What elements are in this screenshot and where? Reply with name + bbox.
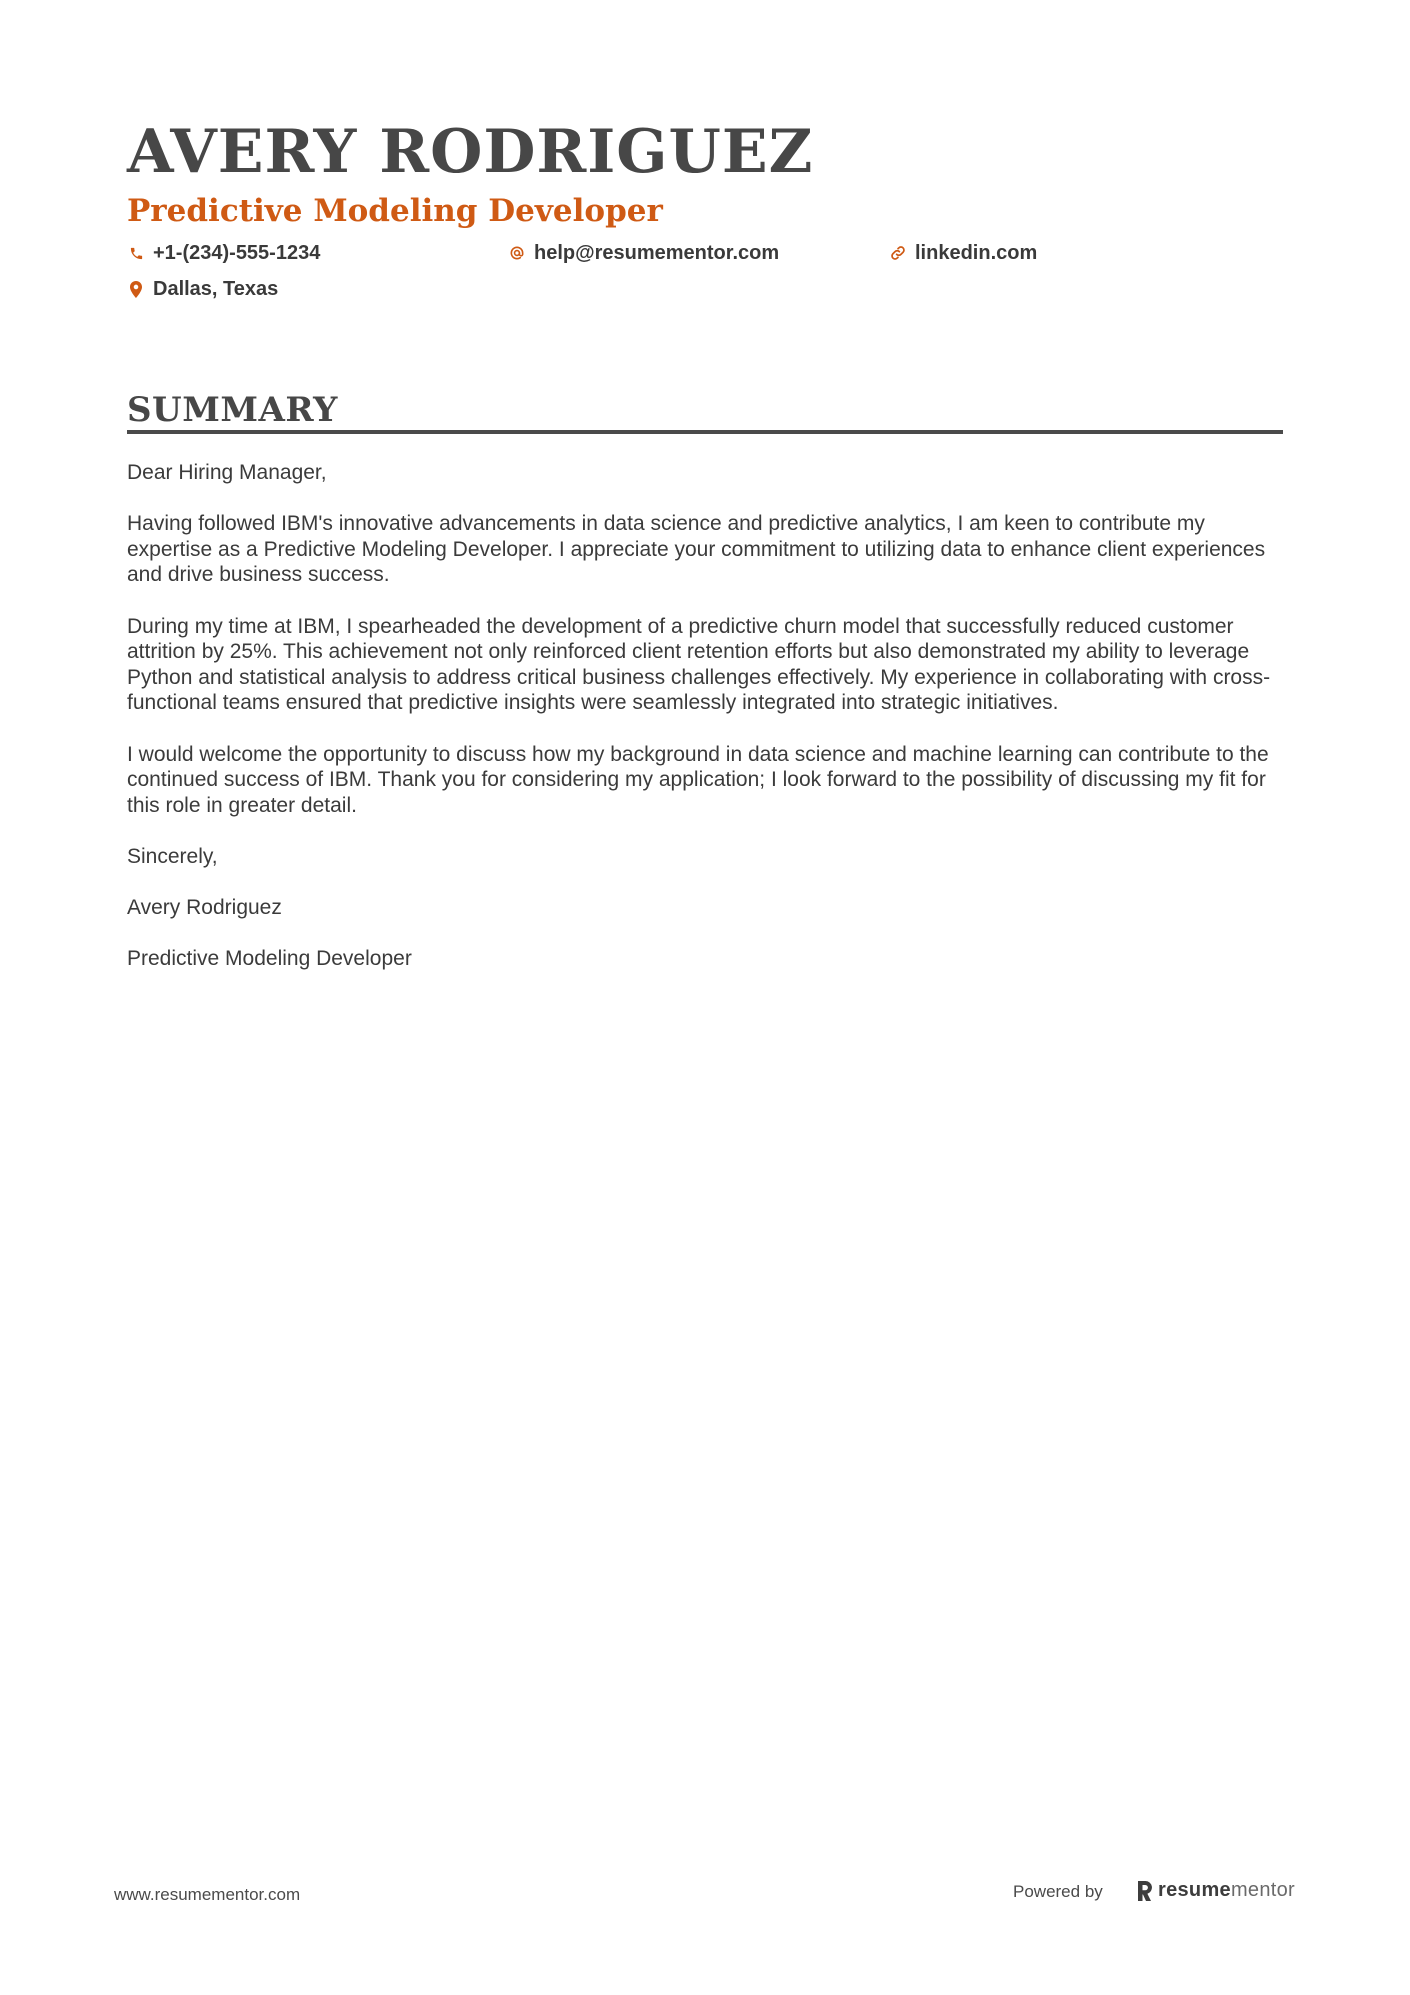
brand-name-light: mentor — [1230, 1879, 1295, 1901]
location-text: Dallas, Texas — [153, 278, 279, 300]
email-text: help@resumementor.com — [534, 242, 780, 264]
brand-logo[interactable] — [1136, 1879, 1295, 1902]
phone-icon — [127, 244, 145, 262]
letter-greeting: Dear Hiring Manager, — [127, 461, 327, 484]
letter-paragraph: Having followed IBM's innovative advancements in data science and predictive analytics, I am keen to contribute my expertise as a Predictive Modeling Developer. I appreciate your commitment to utilizing data to enhance client experiences and drive business success. — [127, 512, 1266, 587]
contact-email[interactable] — [508, 240, 779, 266]
candidate-name: AVERY RODRIGUEZ — [127, 117, 814, 187]
contact-location — [127, 276, 278, 302]
section-divider — [127, 430, 1283, 434]
at-icon — [508, 244, 526, 262]
phone-text: +1-(234)-555-1234 — [153, 242, 321, 264]
section-heading: SUMMARY — [127, 390, 338, 430]
contact-phone[interactable] — [127, 240, 320, 266]
map-pin-icon — [127, 280, 145, 298]
job-title: Predictive Modeling Developer — [127, 193, 663, 229]
contact-link[interactable] — [889, 240, 1037, 266]
letter-closing: Sincerely, — [127, 844, 218, 868]
letter-paragraph: I would welcome the opportunity to discuss how my background in data science and machine learning can contribute to the continued success of IBM. Thank you for considering my application; I look forward to the possibility of discussing my fit for this role in greater detail. — [127, 742, 1269, 817]
resumementor-logo-icon — [1136, 1881, 1152, 1901]
signature-title: Predictive Modeling Developer — [127, 947, 412, 971]
letter-body — [127, 460, 1287, 997]
link-icon — [889, 244, 907, 262]
powered-by-label: Powered by — [1013, 1882, 1103, 1901]
footer-url[interactable]: www.resumementor.com — [114, 1885, 301, 1904]
letter-paragraph: During my time at IBM, I spearheaded the development of a predictive churn model that successfully reduced customer attrition by 25%. This achievement not only reinforced client retention efforts but also demonstrated my ability to leverage Python and statistical analysis to address critical business challenges effectively. My experience in collaborating with cross-functional teams ensured that predictive insights were seamlessly integrated into strategic initiatives. — [127, 614, 1271, 715]
brand-name-strong: resume — [1158, 1879, 1231, 1901]
signature-name: Avery Rodriguez — [127, 896, 282, 920]
link-text: linkedin.com — [915, 242, 1038, 264]
